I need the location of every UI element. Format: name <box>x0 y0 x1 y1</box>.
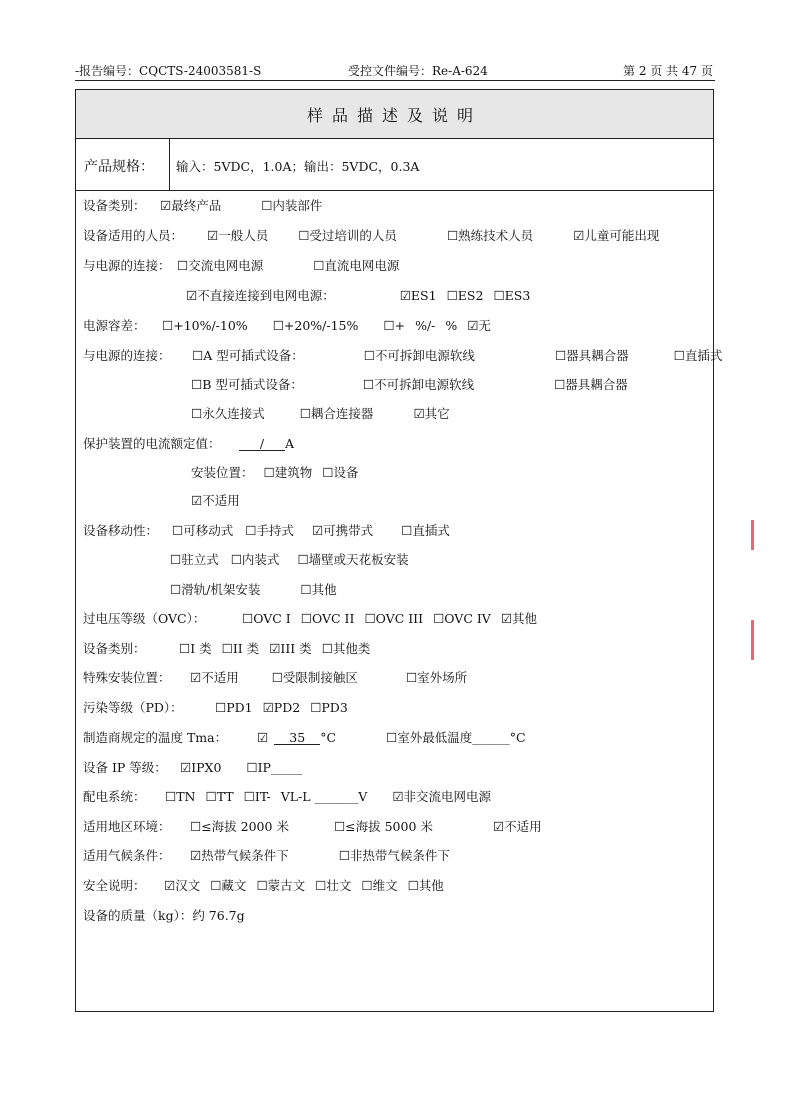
checkbox-option[interactable]: ☑ <box>257 730 269 745</box>
checkbox-option[interactable]: ☐室外最低温度______°C <box>386 730 526 745</box>
checkbox-option[interactable]: ☐II 类 <box>221 641 260 656</box>
checkbox-option[interactable]: ☑热带气候条件下 <box>190 848 289 863</box>
checkbox-option[interactable]: ☐TN <box>165 789 196 804</box>
checkbox-option[interactable]: ☐ES2 <box>446 288 484 303</box>
row-18 <box>83 698 348 716</box>
checkbox-option[interactable]: ☐≤海拔 2000 米 <box>190 819 289 834</box>
row-14 <box>166 580 337 598</box>
checkbox-option[interactable]: ☑IPX0 <box>180 760 222 775</box>
row-label: 与电源的连接： <box>83 348 171 363</box>
option-text: % <box>445 318 458 333</box>
checkbox-option[interactable]: ☑其它 <box>413 406 450 421</box>
row-label: 适用气候条件： <box>83 848 171 863</box>
row-17 <box>83 668 467 686</box>
row-7 <box>187 375 628 393</box>
checkbox-option[interactable]: ☐OVC I <box>242 611 291 626</box>
row-label: 特殊安装位置： <box>83 670 171 685</box>
checkbox-option[interactable]: ☑儿童可能出现 <box>573 228 660 243</box>
checkbox-option[interactable]: ☐直流电网电源 <box>313 258 400 273</box>
checkbox-option[interactable]: ☐可移动式 <box>172 523 234 538</box>
row-9 <box>83 434 294 452</box>
option-text: 安装位置： <box>191 465 254 480</box>
checkbox-option[interactable]: ☑最终产品 <box>160 198 222 213</box>
row-label: 设备类别： <box>83 641 146 656</box>
spec-divider <box>169 139 170 190</box>
checkbox-option[interactable]: ☐不可拆卸电源软线 <box>363 348 475 363</box>
checkbox-option[interactable]: ☐手持式 <box>245 523 294 538</box>
seal-mark <box>751 620 776 660</box>
row-label: 与电源的连接： <box>83 258 171 273</box>
checkbox-option[interactable]: ☐维文 <box>361 878 398 893</box>
checkbox-option[interactable]: ☑ES1 <box>399 288 437 303</box>
checkbox-option[interactable]: ☑非交流电网电源 <box>392 789 492 804</box>
checkbox-option[interactable]: ☐IP_____ <box>246 760 303 775</box>
checkbox-option[interactable]: ☑不适用 <box>492 819 542 834</box>
row-label: 配电系统： <box>83 789 146 804</box>
row-4 <box>182 286 530 304</box>
checkbox-option[interactable]: ☐藏文 <box>210 878 247 893</box>
seal-mark <box>751 520 776 550</box>
checkbox-option[interactable]: ☐+20%/-15% <box>272 318 359 333</box>
checkbox-option[interactable]: ☑汉文 <box>164 878 201 893</box>
row-label: 设备的质量（kg）：约 76.7g <box>83 908 245 923</box>
row-label: 设备 IP 等级： <box>83 760 167 775</box>
unit-suffix: A <box>285 436 295 451</box>
fill-blank[interactable]: / <box>239 436 285 451</box>
checkbox-option[interactable]: ☐直插式 <box>673 348 723 363</box>
checkbox-option[interactable]: ☑不适用 <box>191 493 240 508</box>
row-25 <box>83 906 245 924</box>
checkbox-option[interactable]: ☐驻立式 <box>170 552 219 567</box>
checkbox-option[interactable]: ☐其他类 <box>321 641 371 656</box>
checkbox-option[interactable]: ☐内装部件 <box>261 198 323 213</box>
row-11 <box>187 491 240 509</box>
row-label: 保护装置的电流额定值： <box>83 436 221 451</box>
checkbox-option[interactable]: ☐设备 <box>322 465 359 480</box>
checkbox-option[interactable]: ☑无 <box>467 318 491 333</box>
row-label: 设备适用的人员： <box>83 228 184 243</box>
checkbox-option[interactable]: ☐OVC II <box>300 611 355 626</box>
header-rule <box>75 80 715 81</box>
checkbox-option[interactable]: ☐直插式 <box>401 523 450 538</box>
checkbox-option[interactable]: ☐PD1 <box>215 700 253 715</box>
row-21 <box>83 787 491 805</box>
checkbox-option[interactable]: ☐耦合连接器 <box>299 406 374 421</box>
spec-label: 产品规格： <box>84 159 154 175</box>
checkbox-option[interactable]: ☐交流电网电源 <box>177 258 264 273</box>
spec-value: 输入：5VDC，1.0A；输出：5VDC，0.3A <box>176 159 420 174</box>
row-22 <box>83 817 542 835</box>
checkbox-option[interactable]: ☐TT <box>205 789 234 804</box>
row-label: 适用地区环境： <box>83 819 171 834</box>
row-19 <box>83 728 526 746</box>
report-number: -报告编号：CQCTS-24003581-S <box>75 64 262 78</box>
checkbox-option[interactable]: ☐器具耦合器 <box>554 377 628 392</box>
checkbox-option[interactable]: ☐非热带气候条件下 <box>338 848 450 863</box>
checkbox-option[interactable]: ☐不可拆卸电源软线 <box>362 377 475 392</box>
row-13 <box>166 550 409 568</box>
checkbox-option[interactable]: ☑可携带式 <box>311 523 374 538</box>
page-info: 第 2 页 共 47 页 <box>623 64 713 78</box>
checkbox-option[interactable]: ☐内装式 <box>230 552 280 567</box>
row-16 <box>83 639 370 657</box>
row-2 <box>83 226 659 244</box>
checkbox-option[interactable]: ☑一般人员 <box>207 228 269 243</box>
checkbox-option[interactable]: ☐B 型可插式设备： <box>191 377 303 392</box>
checkbox-option[interactable]: ☑其他 <box>500 611 538 626</box>
checkbox-option[interactable]: ☐滑轨/机架安装 <box>170 582 261 597</box>
checkbox-option[interactable]: ☐建筑物 <box>263 465 313 480</box>
checkbox-option[interactable]: ☑PD2 <box>262 700 301 715</box>
checkbox-option[interactable]: ☐PD3 <box>310 700 348 715</box>
spec-row <box>76 139 713 191</box>
row-1 <box>83 196 322 214</box>
checkbox-option[interactable]: ☐壮文 <box>315 878 352 893</box>
checkbox-option[interactable]: ☐A 型可插式设备： <box>192 348 304 363</box>
checkbox-option[interactable]: ☐熟练技术人员 <box>446 228 534 243</box>
checkbox-option[interactable]: ☑不适用 <box>190 670 239 685</box>
row-3 <box>83 256 399 274</box>
checkbox-option[interactable]: ☐I 类 <box>179 641 212 656</box>
checkbox-option[interactable]: ☐室外场所 <box>405 670 468 685</box>
row-label: 制造商规定的温度 Tma： <box>83 730 228 745</box>
checkbox-option[interactable]: ☑不直接连接到电网电源： <box>186 288 335 303</box>
checkbox-option[interactable]: ☐永久连接式 <box>191 406 265 421</box>
fill-blank[interactable]: 35 <box>274 730 320 745</box>
row-label: 安全说明： <box>83 878 146 893</box>
row-label: 设备类别： <box>83 198 146 213</box>
checkbox-option[interactable]: ☐器具耦合器 <box>554 348 629 363</box>
row-24 <box>83 876 444 894</box>
row-label: 设备移动性： <box>83 523 159 538</box>
checkbox-option[interactable]: ☐其他 <box>407 878 444 893</box>
checkbox-option[interactable]: ☐其他 <box>300 582 337 597</box>
row-23 <box>83 846 450 864</box>
checkbox-option[interactable]: ☐受过培训的人员 <box>298 228 397 243</box>
row-label: 电源容差： <box>83 318 146 333</box>
checkbox-option[interactable]: ☐蒙古文 <box>256 878 306 893</box>
checkbox-option[interactable]: ☐OVC III <box>364 611 424 626</box>
row-label: 污染等级（PD）： <box>83 700 183 715</box>
row-15 <box>83 609 537 627</box>
checkbox-option[interactable]: ☐墙壁或天花板安装 <box>297 552 409 567</box>
row-20 <box>83 758 302 776</box>
option-text: %/- <box>415 318 436 333</box>
row-8 <box>187 404 450 422</box>
checkbox-option[interactable]: ☐受限制接触区 <box>271 670 358 685</box>
checkbox-option[interactable]: ☐ES3 <box>493 288 531 303</box>
controlled-doc-number: 受控文件编号：Re-A-624 <box>348 64 488 78</box>
unit-suffix: °C <box>320 730 337 745</box>
checkbox-option[interactable]: ☑III 类 <box>269 641 312 656</box>
checkbox-option[interactable]: ☐≤海拔 5000 米 <box>333 819 433 834</box>
row-10 <box>187 463 358 481</box>
section-title: 样品描述及说明 <box>76 90 713 139</box>
row-5 <box>83 316 491 334</box>
checkbox-option[interactable]: ☐+10%/-10% <box>162 318 248 333</box>
row-label: 过电压等级（OVC）： <box>83 611 206 626</box>
checkbox-option[interactable]: ☐OVC IV <box>433 611 491 626</box>
checkbox-option[interactable]: ☐IT- <box>243 789 271 804</box>
option-text: VL-L _______V <box>280 789 368 804</box>
row-6 <box>83 346 722 364</box>
checkbox-option[interactable]: ☐+ <box>383 318 406 333</box>
row-12 <box>83 521 450 539</box>
